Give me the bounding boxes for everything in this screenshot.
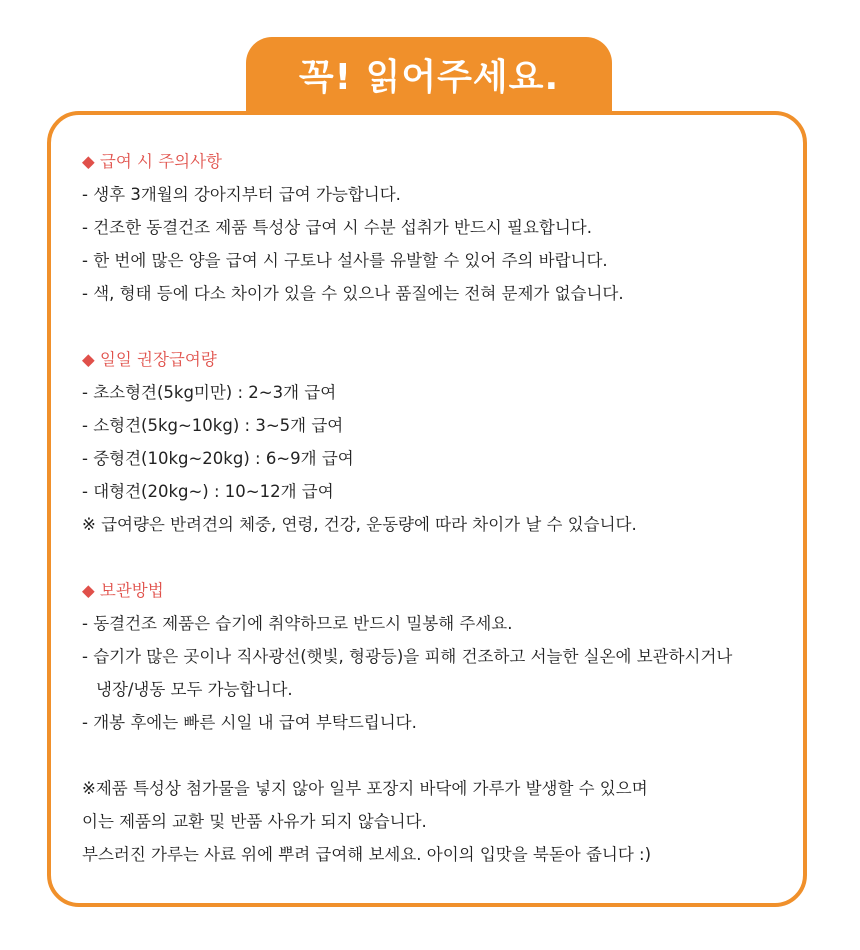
storage-item: - 개봉 후에는 빠른 시일 내 급여 부탁드립니다. — [82, 713, 417, 732]
note-line: ※제품 특성상 첨가물을 넣지 않아 일부 포장지 바닥에 가루가 발생할 수 있으며 — [82, 779, 648, 798]
spacer — [82, 739, 802, 772]
daily-item: - 중형견(10kg~20kg) : 6~9개 급여 — [82, 449, 354, 468]
storage-heading: ◆ 보관방법 — [82, 581, 164, 600]
caution-item: - 생후 3개월의 강아지부터 급여 가능합니다. — [82, 185, 401, 204]
note-line: 부스러진 가루는 사료 위에 뿌려 급여해 보세요. 아이의 입맛을 북돋아 줍니다 :) — [82, 845, 652, 864]
daily-note: ※ 급여량은 반려견의 체중, 연령, 건강, 운동량에 따라 차이가 날 수 있습니다. — [82, 515, 637, 534]
notice-content — [82, 145, 802, 871]
spacer — [82, 541, 802, 574]
caution-item: - 건조한 동결건조 제품 특성상 급여 시 수분 섭취가 반드시 필요합니다. — [82, 218, 592, 237]
spacer — [82, 310, 802, 343]
daily-item: - 소형견(5kg~10kg) : 3~5개 급여 — [82, 416, 344, 435]
caution-item: - 색, 형태 등에 다소 차이가 있을 수 있으나 품질에는 전혀 문제가 없습니다. — [82, 284, 624, 303]
page-title: 꼭! 읽어주세요. — [298, 56, 560, 98]
storage-item: - 습기가 많은 곳이나 직사광선(햇빛, 형광등)을 피해 건조하고 서늘한 실온에 보관하시거나 — [82, 647, 733, 666]
daily-item: - 초소형견(5kg미만) : 2~3개 급여 — [82, 383, 337, 402]
caution-item: - 한 번에 많은 양을 급여 시 구토나 설사를 유발할 수 있어 주의 바랍니다. — [82, 251, 608, 270]
note-line: 이는 제품의 교환 및 반품 사유가 되지 않습니다. — [82, 812, 427, 831]
storage-item: - 동결건조 제품은 습기에 취약하므로 반드시 밀봉해 주세요. — [82, 614, 513, 633]
title-tab — [246, 37, 612, 121]
storage-item-continued: 냉장/냉동 모두 가능합니다. — [96, 680, 293, 699]
daily-item: - 대형견(20kg~) : 10~12개 급여 — [82, 482, 334, 501]
caution-heading: ◆ 급여 시 주의사항 — [82, 152, 222, 171]
daily-heading: ◆ 일일 권장급여량 — [82, 350, 217, 369]
